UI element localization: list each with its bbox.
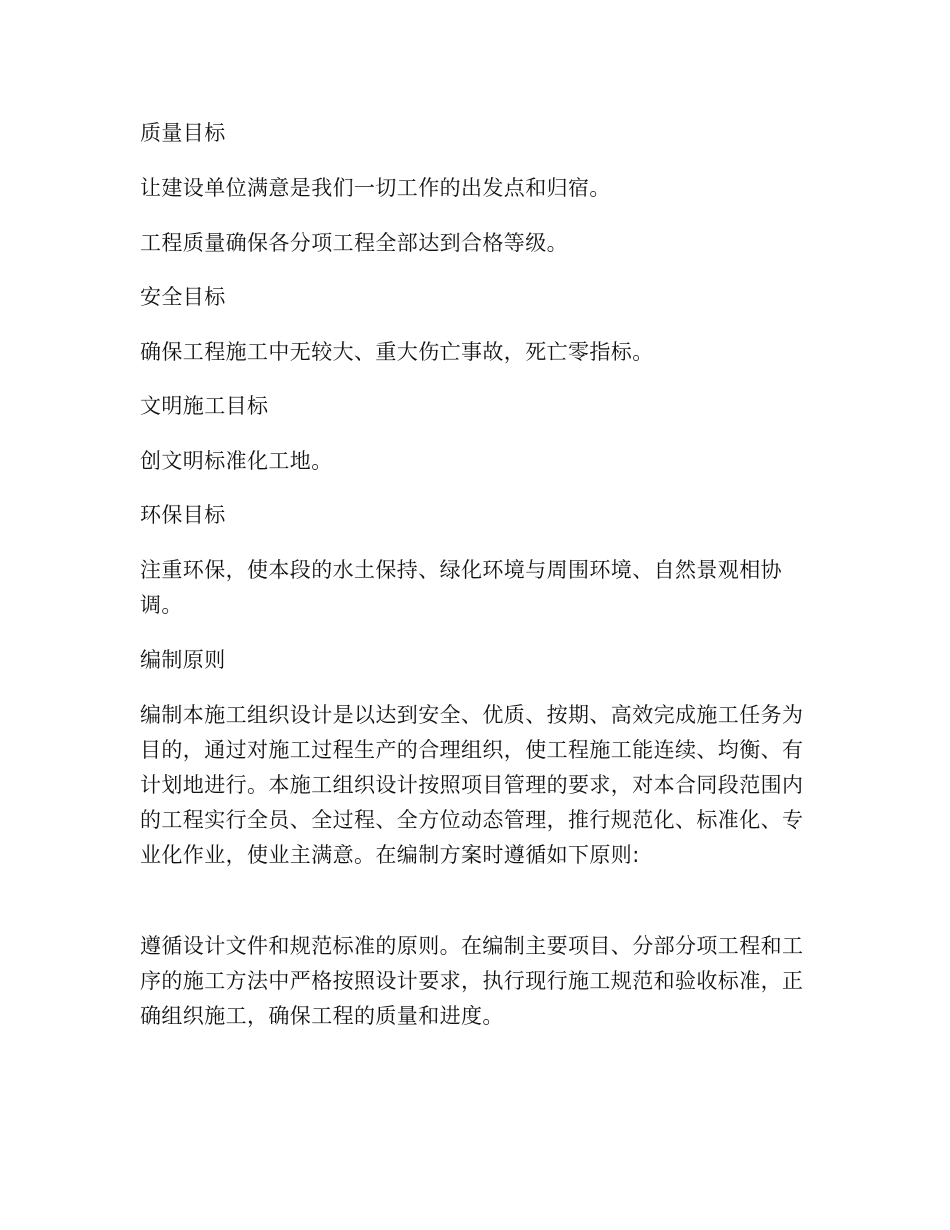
paragraph-compilation-purpose: 编制本施工组织设计是以达到安全、优质、按期、高效完成施工任务为目的，通过对施工过程生产的合理组织，使工程施工能连续、均衡、有计划地进行。本施工组织设计按照项目管理的要求，对本合同段范围内的工程实行全员、全过程、全方位动态管理，推行规范化、标准化、专业化作业，使业主满意。在编制方案时遵循如下原则: [140,703,804,867]
paragraph-safety-target: 确保工程施工中无较大、重大伤亡事故，死亡零指标。 [140,340,654,364]
heading-environment-goal: 环保目标 [140,503,226,527]
paragraph-design-compliance: 遵循设计文件和规范标准的原则。在编制主要项目、分部分项工程和工序的施工方法中严格按照设计要求，执行现行施工规范和验收标准，正确组织施工，确保工程的质量和进度。 [140,934,804,1028]
heading-compilation-principles: 编制原则 [140,648,226,672]
heading-quality-goal: 质量目标 [140,121,226,145]
heading-civilized-construction-goal: 文明施工目标 [140,394,269,418]
paragraph-quality-level: 工程质量确保各分项工程全部达到合格等级。 [140,231,568,255]
paragraph-civilized-site: 创文明标准化工地。 [140,449,333,473]
heading-safety-goal: 安全目标 [140,285,226,309]
paragraph-client-satisfaction: 让建设单位满意是我们一切工作的出发点和归宿。 [140,176,611,200]
paragraph-environment-target: 注重环保，使本段的水土保持、绿化环境与周围环境、自然景观相协调。 [140,558,782,617]
